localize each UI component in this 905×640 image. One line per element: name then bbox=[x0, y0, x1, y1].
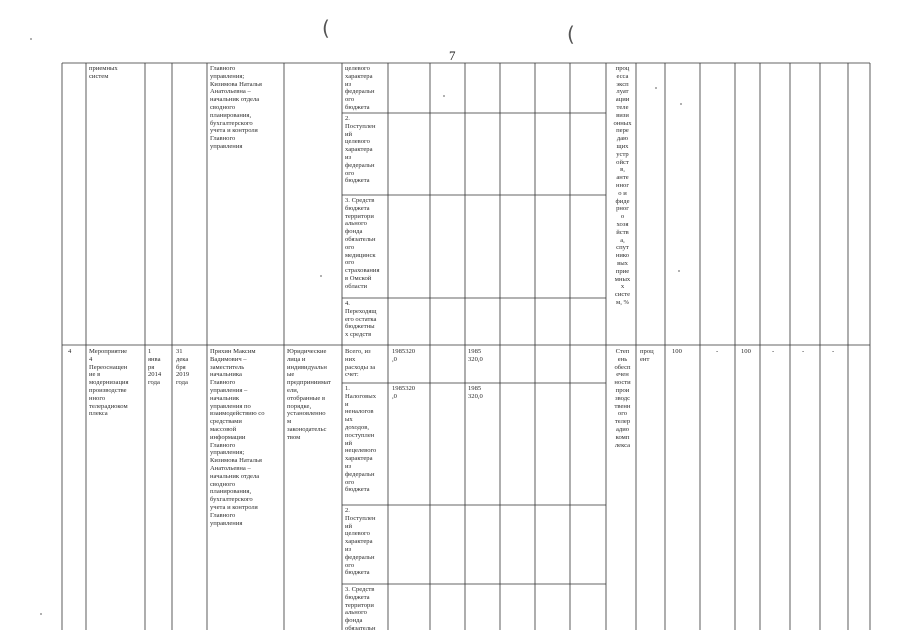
scan-mark-right: ( bbox=[567, 22, 575, 46]
row-top-source-2: 2. Поступлен ий целевого характера из федеральн ого бюджета bbox=[345, 115, 376, 185]
scan-speck bbox=[678, 270, 680, 272]
row4-sum-total-b: 1985 320,0 bbox=[468, 348, 483, 363]
row4-date-end: 31 дека бря 2019 года bbox=[176, 348, 190, 387]
scan-speck bbox=[443, 95, 445, 97]
row4-sum-total-a: 1985320 ,0 bbox=[392, 348, 416, 363]
row4-name: Мероприятие 4 Переоснащен ие в модернизация производстве нного телерадиоком плекса bbox=[89, 348, 129, 418]
row-top-source-cont: целевого характера из федеральн ого бюджета bbox=[345, 65, 375, 111]
row4-responsible: Пряхин Максим Вадимович – заместитель начальника Главного управления – начальник управления по взаимодействию со средствами массовой информации Главного управления; Кизимова Наталья Анатольевна – начальник отдела сводного планирования, бухгалтерского учета и контроля Главного управления bbox=[210, 348, 265, 527]
row-top-name: приемных систем bbox=[89, 65, 118, 80]
row4-number: 4 bbox=[68, 348, 72, 355]
row4-value-b: - bbox=[716, 348, 719, 355]
scan-speck bbox=[680, 103, 682, 105]
row4-unit: проц ент bbox=[640, 348, 654, 363]
row-top-indicator: проц есса эксп луат ации теле визи онных пере даю щих устр ойст в, анте нног о и фиде рног о хозя йств а, спут нико вых прие мных х систе м, % bbox=[613, 65, 632, 306]
row4-participants: Юридические лица и индивидуальн ые предприниимат ели, отобранные в порядке, установленно м законодательс твом bbox=[287, 348, 331, 441]
row4-value-f: - bbox=[832, 348, 835, 355]
row4-value-a: 100 bbox=[672, 348, 682, 355]
row4-source-2: 2. Поступлен ий целевого характера из федеральн ого бюджета bbox=[345, 507, 376, 577]
scan-speck bbox=[30, 38, 32, 40]
row4-source-3: 3. Средств бюджета территори ального фонда обязательн bbox=[345, 586, 376, 632]
row-top-source-4: 4. Переходящ его остатка бюджетны х средств bbox=[345, 300, 377, 339]
row4-value-c: 100 bbox=[741, 348, 751, 355]
row4-source-total: Всего, из них расходы за счет: bbox=[345, 348, 376, 379]
scan-speck bbox=[320, 275, 322, 277]
row4-sum-1-a: 1985320 ,0 bbox=[392, 385, 416, 400]
row4-value-e: - bbox=[802, 348, 805, 355]
row-top-responsible: Главного управления; Кизимова Наталья Анатольевна – начальник отдела сводного планирования, бухгалтерского учета и контроля Главного управления bbox=[210, 65, 262, 150]
row4-source-1: 1. Налоговых и неналогов ых доходов, поступлен ий нецелевого характера из федеральн ого бюджета bbox=[345, 385, 377, 494]
row4-date-start: 1 янва ря 2014 года bbox=[148, 348, 162, 387]
row4-value-d: - bbox=[772, 348, 775, 355]
scan-speck bbox=[655, 87, 657, 89]
scan-mark-left: ( bbox=[322, 16, 330, 40]
row4-sum-1-b: 1985 320,0 bbox=[468, 385, 483, 400]
row4-indicator: Степ ень обесп ечен ности прои зводс твенн ого телер адио комп лекса bbox=[614, 348, 631, 449]
page-number: 7 bbox=[449, 48, 456, 63]
row-top-source-3: 3. Средств бюджета территори ального фонда обязательн ого медицинск ого страхования в Омской области bbox=[345, 197, 380, 290]
scan-speck bbox=[40, 613, 42, 615]
